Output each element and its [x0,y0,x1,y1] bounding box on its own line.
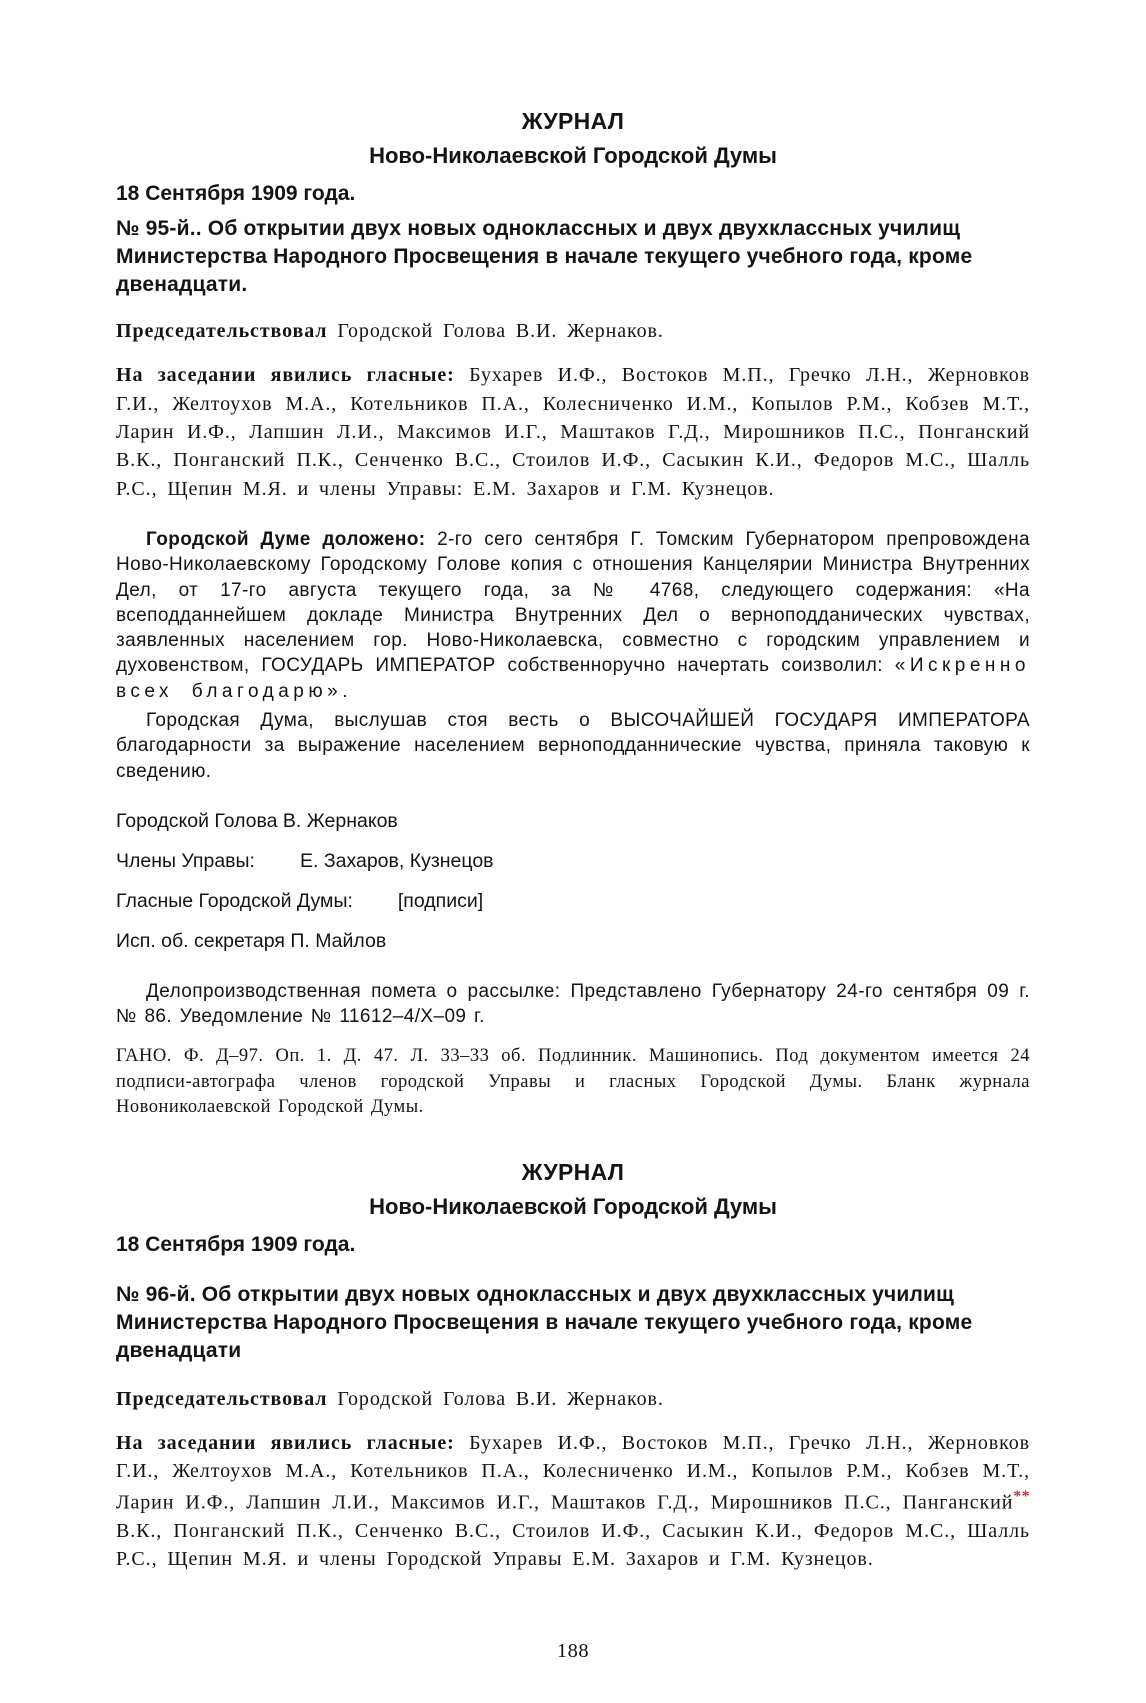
journal-95-chairman-line [116,317,1030,345]
attendees-text: Бухарев И.Ф., Востоков М.П., Гречко Л.Н., Жерновков Г.И., Желтоухов М.А., Котельников П.А., Колесниченко И.М., Копылов Р.М., Кобзев М.Т., Ларин И.Ф., Лапшин Л.И., Максимов И.Г., Маштаков Г.Д., Мирошников П.С., Понганский В.К., Понганский П.К., Сенченко В.С., Стоилов И.Ф., Сасыкин К.И., Федоров М.С., Шалль Р.С., Щепин М.Я. и члены Управы: Е.М. Захаров и Г.М. Кузнецов. [116,364,1030,500]
attendees-label: На заседании явились гласные: [116,1432,455,1454]
signature-label: Гласные Городской Думы: [116,889,353,912]
page-number: 188 [556,1639,590,1662]
journal-95-heading: № 95-й.. Об открытии двух новых одноклассных и двух двухклассных училищ Министерства Народного Просвещения в начале текущего учебного года, кроме двенадцати. [116,217,973,296]
chairman-text: Городской Голова В.И. Жернаков. [337,319,664,342]
journal-96-date: 18 Сентября 1909 года. [116,1232,356,1256]
signature-value: Е. Захаров, Кузнецов [299,849,494,872]
signature-row [116,890,1030,913]
signature-row [116,810,1030,833]
journal-95-date: 18 Сентября 1909 года. [116,182,356,205]
journal-95-archive-note: ГАНО. Ф. Д–97. Оп. 1. Д. 47. Л. 33–33 об. Подлинник. Машинопись. Под документом имеется 24 подписи-автографа членов городской Управы и гласных Городской Думы. Бланк журнала Новониколаевской Городской Думы. [116,1046,1030,1118]
journal-95-report [116,527,1030,704]
chairman-text: Городской Голова В.И. Жернаков. [337,1387,664,1410]
journal-96-heading: № 96-й. Об открытии двух новых одноклассных и двух двухклассных училищ Министерства Народного Просвещения в начале текущего учебного года, кроме двенадцати [116,1282,973,1362]
report-text: 2-го сего сентября Г. Томским Губернатором препровождена Ново-Николаевскому Городскому Голове копия с отношения Канцелярии Министра Внутренних Дел, от 17-го августа текущего года, за № 4768, следующего содержания: «На всеподданнейшем докладе Министра Внутренних Дел о верноподданических чувствах, заявленных населением гор. Ново-Николаевска, совместно с городским управлением и духовенством, ГОСУДАРЬ ИМПЕРАТОР собственноручно начертать соизволил: [116,529,1030,677]
signature-label: Городской Голова В. Жернаков [116,809,398,832]
report-label: Городской Думе доложено: [146,529,426,551]
attendees-text-after: В.К., Понганский П.К., Сенченко В.С., Стоилов И.Ф., Сасыкин К.И., Федоров М.С., Шалль Р.С., Щепин М.Я. и члены Городской Управы Е.М. Захаров и Г.М. Кузнецов. [116,1519,1030,1571]
attendees-label: На заседании явились гласные: [116,364,455,387]
journal-96-title: ЖУРНАЛ [521,1158,625,1185]
signature-label: Члены Управы: [116,849,255,872]
report-quote: «Искренно всех благодарю». [116,655,1030,702]
signature-value: [подписи] [397,889,484,912]
journal-95-signature-block [116,810,1030,953]
journal-95-title: ЖУРНАЛ [521,108,625,134]
journal-96-attendees [116,1429,1030,1574]
journal-96-chairman-line [116,1385,1030,1413]
journal-95-resolution: Городская Дума, выслушав стоя весть о ВЫСОЧАЙШЕЙ ГОСУДАРЯ ИМПЕРАТОРА благодарности за выражение населением верноподданнические чувства, приняла таковую к сведению. [116,709,1030,782]
journal-96-subtitle: Ново-Николаевской Городской Думы [369,1193,777,1219]
journal-96-section [116,1159,1030,1574]
attendees-text-before: Бухарев И.Ф., Востоков М.П., Гречко Л.Н., Жерновков Г.И., Желтоухов М.А., Котельников П.А., Колесниченко И.М., Копылов Р.М., Кобзев М.Т., Ларин И.Ф., Лапшин Л.И., Максимов И.Г., Маштаков Г.Д., Мирошников П.С., Панганский [116,1432,1030,1514]
journal-95-attendees [116,361,1030,503]
signature-row [116,850,1030,873]
journal-95-clerical-note: Делопроизводственная помета о рассылке: Представлено Губернатору 24-го сентября 09 г. № 86. Уведомление № 11612–4/Х–09 г. [116,980,1030,1028]
signature-row [116,930,1030,953]
signature-label: Исп. об. секретаря П. Майлов [116,929,387,952]
chairman-label: Председательствовал [116,1387,328,1410]
journal-95-section [116,108,1030,1121]
chairman-label: Председательствовал [116,319,328,342]
journal-95-subtitle: Ново-Николаевской Городской Думы [369,143,777,168]
footnote-asterisks-marker: ** [1013,1487,1030,1505]
